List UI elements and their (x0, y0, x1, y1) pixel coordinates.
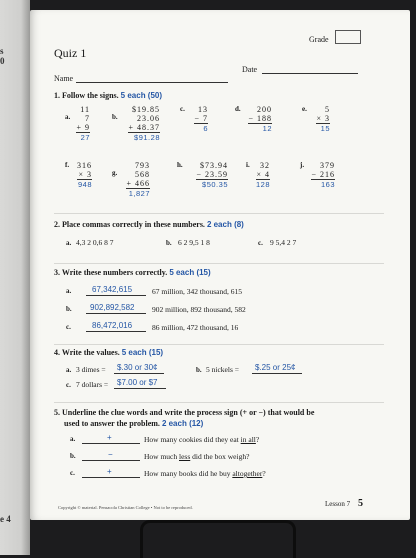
section-3-text: 3. Write these numbers correctly. (54, 268, 168, 277)
section-5-text: used to answer the problem. (64, 419, 160, 428)
grade-label: Grade (309, 35, 329, 44)
s5-answer-b: − (108, 450, 113, 459)
section-1-text: 1. Follow the signs. (54, 91, 119, 100)
s5-question-c-end: ? (262, 469, 266, 478)
operator-line: × 3 (316, 114, 330, 123)
adjacent-page-text-bottom: e 4 (0, 514, 11, 524)
copyright-notice: Copyright © material. Pensacola Christian College • Not to be reproduced. (58, 505, 193, 510)
operand: 23.06 (137, 114, 160, 123)
adjacent-page-text-top: s 0 (0, 46, 5, 66)
s5-label-a: a. (70, 435, 76, 443)
problem-label: b. (112, 113, 118, 121)
operand: 379 (320, 161, 335, 170)
operator-line: + 9 (76, 123, 90, 132)
s5-label-b: b. (70, 452, 76, 460)
s3-prompt-a: 67 million, 342 thousand, 615 (152, 287, 242, 296)
s3-answer-line-c[interactable] (86, 331, 146, 332)
page-number: 5 (358, 498, 363, 509)
s4-label-b: b. (196, 366, 202, 374)
answer[interactable]: 27 (80, 133, 90, 142)
arithmetic-problem (76, 105, 90, 142)
answer[interactable]: 163 (320, 180, 335, 189)
operator-line: × 4 (256, 170, 270, 179)
operand: $19.85 (132, 105, 160, 114)
s3-answer-c: 86,472,016 (92, 321, 133, 330)
s2-label-c: c. (258, 239, 263, 247)
operand: 316 (77, 161, 92, 170)
s3-label-c: c. (66, 323, 71, 331)
section-4-text: 4. Write the values. (54, 348, 120, 357)
s5-question-a (144, 435, 259, 444)
s3-answer-b: 902,892,582 (90, 303, 135, 312)
arithmetic-problem (316, 105, 330, 133)
problem-label: i. (246, 161, 250, 169)
section-2-points: 2 each (8) (206, 220, 244, 229)
operand: 568 (135, 170, 150, 179)
problem-label: f. (65, 161, 70, 169)
section-5-points: 2 each (12) (161, 419, 204, 428)
arithmetic-problem (194, 105, 208, 133)
adjacent-page-edge (0, 0, 30, 555)
answer[interactable]: 128 (255, 180, 270, 189)
answer[interactable]: $91.28 (134, 133, 160, 142)
divider (54, 263, 384, 264)
s3-answer-a: 67,342,615 (92, 285, 133, 294)
operator-line: − 216 (311, 170, 335, 179)
section-3-points: 5 each (15) (169, 268, 211, 277)
s3-answer-line-b[interactable] (86, 313, 146, 314)
section-5-heading-line-1: 5. Underline the clue words and write the process sign (+ or −) that would be (54, 408, 315, 417)
arithmetic-problem (248, 105, 272, 133)
operator-line: − 188 (248, 114, 272, 123)
arithmetic-problem (128, 105, 160, 142)
s5-answer-line-c[interactable] (82, 477, 140, 478)
operand: 7 (85, 114, 90, 123)
section-1-points: 5 each (50) (120, 91, 163, 100)
date-field[interactable] (262, 73, 358, 74)
problem-label: d. (235, 105, 241, 113)
s5-question-c (144, 469, 266, 478)
s3-prompt-b: 902 million, 892 thousand, 582 (152, 305, 246, 314)
operand: 5 (325, 105, 330, 114)
s5-answer-line-a[interactable] (82, 443, 140, 444)
page-title: Quiz 1 (54, 46, 87, 60)
book-stand (140, 520, 296, 558)
s3-prompt-c: 86 million, 472 thousand, 16 (152, 323, 239, 332)
s4-answer-line-b[interactable] (252, 373, 302, 374)
operand: $73.94 (200, 161, 228, 170)
problem-label: c. (180, 105, 185, 113)
problem-label: h. (177, 161, 183, 169)
s5-answer-c: + (107, 467, 112, 476)
s5-question-c-text: How many books did he buy (144, 469, 233, 478)
divider (54, 344, 384, 345)
s4-answer-line-a[interactable] (114, 373, 164, 374)
arithmetic-problem (196, 161, 228, 189)
s2-label-a: a. (66, 239, 72, 247)
s4-answer-a: $.30 or 30¢ (117, 363, 158, 372)
operator-line: − 23.59 (196, 170, 228, 179)
problem-label: g. (112, 169, 118, 177)
operand: 13 (198, 105, 208, 114)
name-field[interactable] (76, 82, 228, 83)
answer[interactable]: 6 (203, 124, 208, 133)
section-3-heading (54, 268, 211, 277)
answer[interactable]: 948 (77, 180, 92, 189)
problem-label: j. (300, 161, 305, 169)
date-label: Date (242, 65, 258, 74)
s4-label-a: a. (66, 366, 72, 374)
operator-line: + 466 (126, 179, 150, 188)
arithmetic-problem (77, 161, 92, 189)
s3-label-a: a. (66, 287, 72, 295)
s5-clue-b: less (179, 452, 191, 461)
s4-answer-line-c[interactable] (114, 388, 166, 389)
s3-answer-line-a[interactable] (86, 295, 146, 296)
section-4-heading (54, 348, 163, 357)
answer[interactable]: 1,827 (128, 189, 150, 198)
s5-answer-line-b[interactable] (82, 460, 140, 461)
operand: 11 (80, 105, 90, 114)
s2-number-c: 9 5,4 2 7 (270, 238, 297, 247)
grade-box[interactable] (335, 30, 361, 44)
s2-label-b: b. (166, 239, 172, 247)
section-5-heading-line-2 (64, 419, 203, 428)
answer[interactable]: 12 (262, 124, 272, 133)
divider (54, 213, 384, 214)
answer[interactable]: $50.35 (202, 180, 228, 189)
s2-number-a: 4,3 2 0,6 8 7 (76, 238, 114, 247)
s5-label-c: c. (70, 469, 75, 477)
section-4-points: 5 each (15) (121, 348, 164, 357)
s5-clue-c: altogether (232, 469, 263, 478)
worksheet-page (30, 10, 410, 520)
s4-label-c: c. (66, 381, 71, 389)
s3-label-b: b. (66, 305, 72, 313)
s5-question-b (144, 452, 249, 461)
operand: 793 (135, 161, 150, 170)
s5-question-a-end: ? (255, 435, 260, 444)
lesson-label: Lesson 7 (325, 500, 351, 508)
divider (54, 402, 384, 403)
s4-prompt-b: 5 nickels = (206, 365, 239, 374)
operator-line: − 7 (194, 114, 208, 123)
s4-prompt-c: 7 dollars = (76, 380, 109, 389)
section-1-heading (54, 91, 162, 100)
arithmetic-problem (311, 161, 335, 189)
problem-label: a. (65, 113, 71, 121)
operator-line: × 3 (78, 170, 92, 179)
s5-answer-a: + (107, 433, 112, 442)
s2-number-b: 6 2 9,5 1 8 (178, 238, 210, 247)
answer[interactable]: 15 (320, 124, 330, 133)
arithmetic-problem (126, 161, 150, 198)
operand: 32 (260, 161, 270, 170)
s4-answer-c: $7.00 or $7 (117, 378, 158, 387)
section-2-text: 2. Place commas correctly in these numbers. (54, 220, 205, 229)
section-2-heading (54, 220, 244, 229)
s5-question-a-text: How many cookies did they eat (144, 435, 241, 444)
s5-question-b-end: did the box weigh? (190, 452, 250, 461)
arithmetic-problem (256, 161, 270, 189)
problem-label: e. (302, 105, 307, 113)
s5-question-b-text: How much (144, 452, 179, 461)
operator-line: + 48.37 (128, 123, 160, 132)
s4-answer-b: $.25 or 25¢ (255, 363, 296, 372)
operand: 200 (257, 105, 272, 114)
name-label: Name (54, 74, 74, 83)
s4-prompt-a: 3 dimes = (76, 365, 106, 374)
s5-clue-a: in all (240, 435, 256, 444)
